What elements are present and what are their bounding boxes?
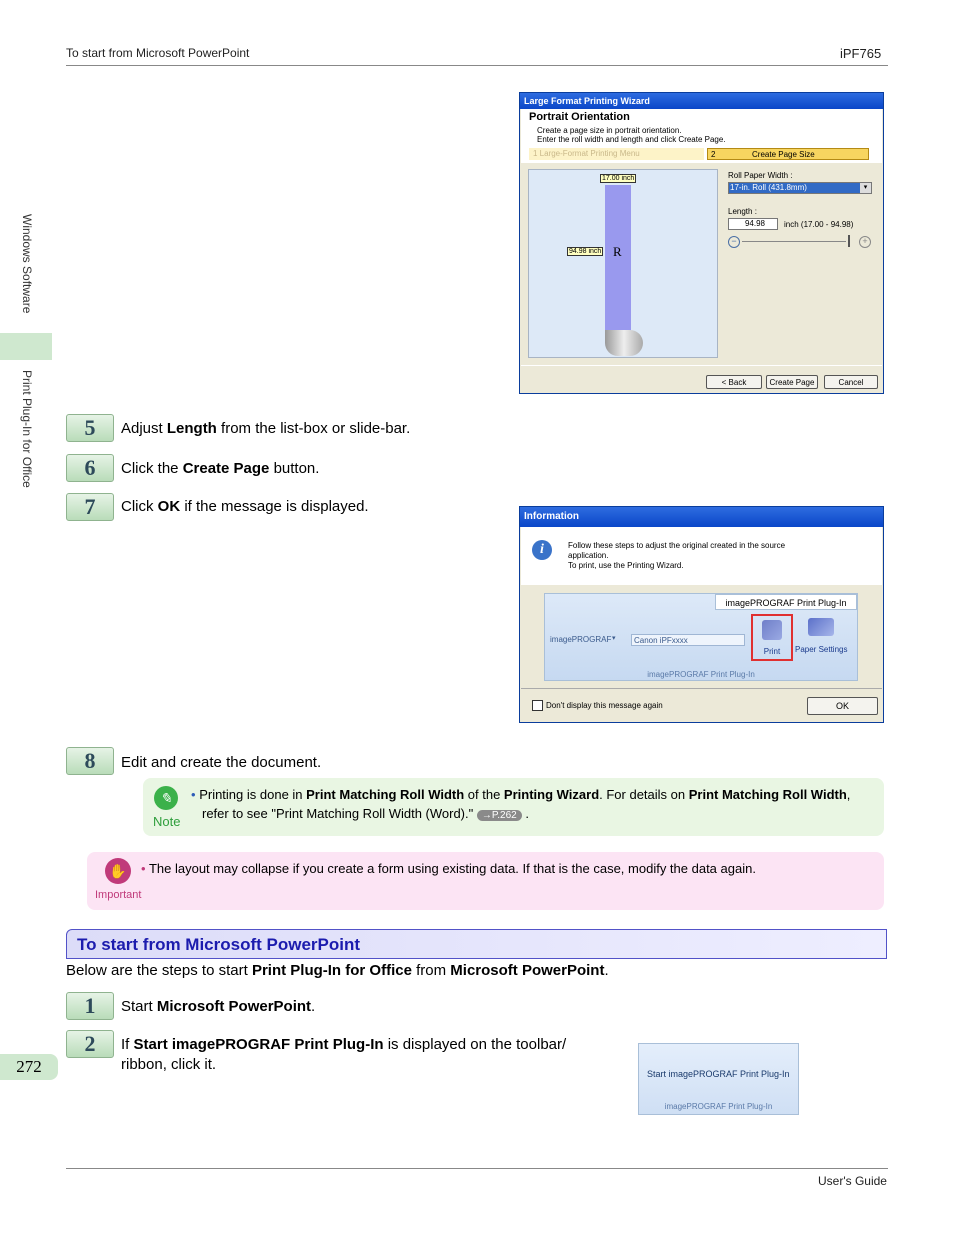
step-text-part: . xyxy=(311,998,316,1015)
section-heading xyxy=(66,929,887,959)
note-text: , xyxy=(846,787,851,802)
paper-preview xyxy=(528,169,718,358)
step-text-part: If xyxy=(121,1036,134,1053)
info-titlebar: Information xyxy=(520,507,883,527)
intro-text: . xyxy=(604,962,609,979)
step-number: 1 xyxy=(66,992,114,1020)
paper-orientation-letter: R xyxy=(613,244,622,259)
important-text-body: The layout may collapse if you create a form using existing data. If that is the case, modify the data again. xyxy=(148,861,756,876)
crumb-step-2-label: Create Page Size xyxy=(752,150,815,159)
paper-sheet xyxy=(605,185,631,340)
important-label: Important xyxy=(95,889,142,901)
page-number: 272 xyxy=(0,1054,58,1080)
step-1-text xyxy=(121,997,315,1017)
roll-width-select[interactable] xyxy=(728,182,872,194)
wizard-desc-2: Enter the roll width and length and click Create Page. xyxy=(537,135,726,144)
page-reference-link[interactable]: →P.262 xyxy=(477,810,522,821)
note-line-2 xyxy=(202,806,529,821)
step-number: 6 xyxy=(66,454,114,482)
dont-display-label: Don't display this message again xyxy=(546,701,663,710)
step-text-part: if the message is displayed. xyxy=(180,498,369,515)
length-spin-input[interactable]: 94.98 xyxy=(728,218,778,230)
length-range: inch (17.00 - 94.98) xyxy=(784,220,854,229)
paper-roll xyxy=(605,330,643,356)
step-text-bold: Create Page xyxy=(182,460,270,477)
chevron-down-icon[interactable]: ▾ xyxy=(860,183,871,193)
step-7-text xyxy=(121,497,369,517)
header-rule xyxy=(66,65,888,66)
info-icon: i xyxy=(532,540,552,560)
intro-bold: Print Plug-In for Office xyxy=(251,962,412,979)
step-text-part: from the list-box or slide-bar. xyxy=(216,420,411,437)
ribbon-snippet xyxy=(638,1043,799,1115)
wizard-desc-1: Create a page size in portrait orientation. xyxy=(537,126,682,135)
dialog-divider xyxy=(521,365,882,366)
roll-width-value: 17-in. Roll (431.8mm) xyxy=(729,183,860,193)
ribbon-preview xyxy=(544,593,858,681)
wizard-titlebar: Large Format Printing Wizard xyxy=(520,93,883,109)
step-number: 7 xyxy=(66,493,114,521)
note-bold: Print Matching Roll Width xyxy=(688,787,847,802)
zoom-minus-icon[interactable]: − xyxy=(728,236,740,248)
width-tag: 17.00 inch xyxy=(602,175,635,182)
cancel-button[interactable]: Cancel xyxy=(824,375,878,389)
bullet-icon: • xyxy=(141,861,146,876)
note-text: . For details on xyxy=(599,787,689,802)
section-intro xyxy=(66,962,609,979)
chevron-down-icon: ▾ xyxy=(612,635,616,642)
step-text-part: is displayed on the toolbar/ xyxy=(383,1036,567,1053)
print-button[interactable] xyxy=(751,614,793,661)
dialog-divider xyxy=(521,688,882,689)
ribbon-tab[interactable]: imagePROGRAF Print Plug-In xyxy=(715,594,857,610)
step-number: 2 xyxy=(66,1030,114,1058)
wizard-header-area xyxy=(521,109,882,163)
dont-display-checkbox[interactable] xyxy=(532,700,543,711)
running-header-title: To start from Microsoft PowerPoint xyxy=(66,46,250,60)
wizard-dialog xyxy=(519,92,884,394)
step-text-bold: Microsoft PowerPoint xyxy=(156,998,312,1015)
info-message-line-2: application. xyxy=(568,551,609,560)
step-text-bold: OK xyxy=(157,498,181,515)
step-text-part: Click the xyxy=(121,460,183,477)
sidebar-label-print-plugin: Print Plug-In for Office xyxy=(20,370,34,488)
note-bold: Print Matching Roll Width xyxy=(306,787,465,802)
model-name: iPF765 xyxy=(840,46,882,61)
step-2-text xyxy=(121,1035,566,1075)
info-message-area xyxy=(521,527,882,585)
create-page-button[interactable]: Create Page xyxy=(766,375,818,389)
info-message-line-3: To print, use the Printing Wizard. xyxy=(568,561,684,570)
crumb-step-2 xyxy=(707,148,869,160)
footer-guide-name: User's Guide xyxy=(818,1174,887,1188)
step-text-part: Adjust xyxy=(121,420,167,437)
sidebar-label-windows-software: Windows Software xyxy=(20,214,34,314)
length-label: Length : xyxy=(728,207,757,216)
paper-settings-button[interactable]: Paper Settings xyxy=(795,645,848,654)
print-button-label: Print xyxy=(763,647,781,656)
note-text: . xyxy=(521,806,529,821)
step-text-bold: Length xyxy=(166,420,217,437)
note-bold: Printing Wizard xyxy=(503,787,600,802)
information-dialog xyxy=(519,506,884,723)
step-number: 5 xyxy=(66,414,114,442)
ok-button[interactable]: OK xyxy=(807,697,878,715)
length-tag: 94.98 inch xyxy=(569,248,602,255)
crumb-step-2-num: 2 xyxy=(711,150,716,159)
footer-rule xyxy=(66,1168,888,1169)
note-line-1 xyxy=(191,787,850,802)
intro-bold: Microsoft PowerPoint xyxy=(450,962,605,979)
important-text xyxy=(141,861,756,876)
hand-stop-icon: ✋ xyxy=(105,858,131,884)
step-text-part: Click xyxy=(121,498,158,515)
ribbon-group-label: imagePROGRAF Print Plug-In xyxy=(647,670,755,679)
bullet-icon: • xyxy=(191,787,196,802)
ribbon-brand-dropdown[interactable]: imagePROGRAF xyxy=(550,635,612,644)
info-message-line-1: Follow these steps to adjust the original created in the source xyxy=(568,541,786,550)
intro-text: from xyxy=(411,962,451,979)
paper-settings-icon[interactable] xyxy=(808,618,834,636)
start-plugin-button[interactable]: Start imagePROGRAF Print Plug-In xyxy=(647,1069,790,1079)
back-button[interactable]: < Back xyxy=(706,375,762,389)
step-text-part: Start xyxy=(121,998,157,1015)
step-6-text xyxy=(121,459,319,479)
zoom-plus-icon[interactable]: + xyxy=(859,236,871,248)
pencil-icon: ✎ xyxy=(154,786,178,810)
ribbon-group-label: imagePROGRAF Print Plug-In xyxy=(664,1102,773,1111)
step-text-part: ribbon, click it. xyxy=(121,1056,217,1073)
wizard-heading: Portrait Orientation xyxy=(529,111,630,123)
important-box xyxy=(87,852,884,910)
length-slider-track[interactable] xyxy=(742,241,846,242)
length-slider-thumb[interactable] xyxy=(848,235,850,247)
intro-text: Below are the steps to start xyxy=(66,962,252,979)
printer-icon xyxy=(762,620,782,640)
note-text: refer to see "Print Matching Roll Width (Word)." xyxy=(202,806,474,821)
step-text-bold: Start imagePROGRAF Print Plug-In xyxy=(133,1036,384,1053)
note-text: of the xyxy=(464,787,504,802)
section-title: To start from Microsoft PowerPoint xyxy=(77,935,361,954)
step-text-part: button. xyxy=(269,460,320,477)
step-8-text: Edit and create the document. xyxy=(121,754,322,771)
crumb-step-1: 1 Large-Format Printing Menu xyxy=(529,148,704,160)
printer-select[interactable]: Canon iPFxxxx xyxy=(631,634,745,646)
roll-width-label: Roll Paper Width : xyxy=(728,171,793,180)
sidebar-marker xyxy=(0,333,52,360)
note-text: Printing is done in xyxy=(199,787,307,802)
step-5-text xyxy=(121,419,410,439)
note-label: Note xyxy=(153,814,181,829)
note-box xyxy=(143,778,884,836)
step-number: 8 xyxy=(66,747,114,775)
